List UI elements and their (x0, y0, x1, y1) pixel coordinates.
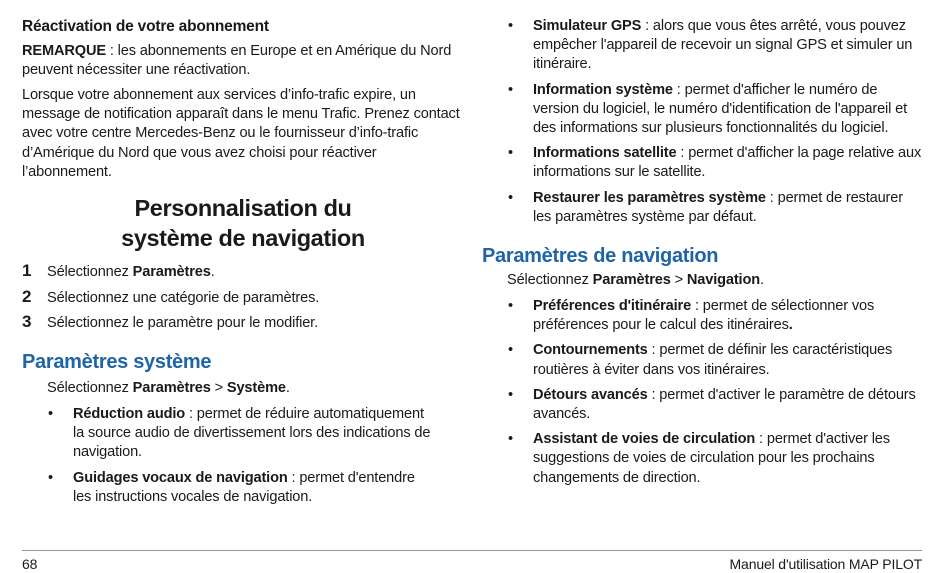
step-text: Sélectionnez le paramètre pour le modifier. (47, 315, 318, 331)
reactivation-paragraph: Lorsque votre abonnement aux services d’info-trafic expire, un message de notification apparaît dans le menu Trafic. Prenez contact avec votre centre Mercedes-Benz ou le fournisseur d’info-trafic d’Amérique du Nord que vous avez choisi pour réactiver l’abonnement. (22, 87, 460, 180)
item-term: Réduction audio (73, 406, 186, 422)
item-desc: : permet de sélectionner vos préférences pour le calcul des itinéraires (533, 298, 875, 334)
item-term: Guidages vocaux de navigation (73, 469, 288, 486)
item-term: Restaurer les paramètres système (533, 189, 766, 206)
step-text: Sélectionnez Paramètres. (47, 264, 215, 280)
reactivation-heading: Réactivation de votre abonnement (22, 18, 269, 35)
manual-title: Manuel d'utilisation MAP PILOT (729, 556, 922, 572)
item-desc: : alors que vous êtes arrêté, vous pouvez empêcher l'appareil de recevoir un signal GPS et simuler un itinéraire. (533, 18, 913, 73)
bullet-icon: • (508, 18, 513, 34)
list-item (507, 17, 922, 75)
page-title-line1: Personnalisation du (134, 195, 352, 221)
page-title (22, 193, 464, 253)
bullet-icon: • (508, 81, 513, 98)
item-term: Détours avancés (533, 386, 648, 403)
bullet-icon: • (508, 145, 513, 162)
bullet-icon: • (508, 386, 513, 403)
list-item (507, 386, 922, 424)
navigation-settings-heading: Paramètres de navigation (482, 245, 719, 267)
item-term: Informations satellite (533, 145, 677, 162)
bullet-icon: • (508, 431, 513, 448)
step-number: 3 (22, 312, 32, 331)
steps-list (22, 261, 464, 338)
step-number: 1 (22, 261, 32, 280)
item-desc: : permet d'activer les suggestions de voies de circulation pour les prochains changements de direction. (533, 431, 890, 486)
item-desc: : permet d'afficher le numéro de version du logiciel, le numéro d'identification de l'appareil et des informations sur plusieurs fonctionnalités du logiciel. (533, 81, 908, 137)
remark-text: : les abonnements en Europe et en Amérique du Nord peuvent nécessiter une réactivation. (22, 43, 452, 79)
navigation-settings-list (507, 297, 922, 488)
item-term: Information système (533, 81, 673, 98)
system-settings-list-continued (507, 17, 922, 227)
item-desc: : permet d'activer le paramètre de détours avancés. (533, 386, 916, 423)
system-select-instruction: Sélectionnez Paramètres > Système. (47, 380, 290, 396)
step-item (22, 261, 464, 287)
list-item: • Préférences d'itinéraire : permet de sélectionner vos préférences pour le calcul des itinéraires. (507, 297, 922, 335)
item-desc: : permet d'afficher la page relative aux informations sur le satellite. (533, 145, 922, 181)
page-title-line2: système de navigation (121, 225, 365, 251)
list-item (507, 81, 922, 139)
bullet-icon: • (508, 298, 513, 314)
list-item (507, 144, 922, 182)
step-item (22, 312, 464, 338)
list-item (507, 430, 922, 488)
item-desc: : permet de réduire automatiquement la source audio de divertissement lors des indications de navigation. (73, 406, 431, 461)
system-settings-list (47, 405, 432, 507)
step-text: Sélectionnez une catégorie de paramètres. (47, 289, 320, 306)
footer-divider (22, 550, 922, 551)
bullet-icon: • (48, 406, 53, 422)
item-desc: : permet d'entendre les instructions vocales de navigation. (73, 469, 415, 505)
navigation-select-instruction: Sélectionnez Paramètres > Navigation. (507, 272, 764, 288)
item-term: Préférences d'itinéraire (533, 298, 692, 314)
bullet-icon: • (508, 189, 513, 206)
page-number: 68 (22, 556, 38, 572)
list-item (507, 341, 922, 379)
item-term: Simulateur GPS (533, 18, 642, 34)
step-number: 2 (22, 286, 32, 306)
bullet-icon: • (508, 342, 513, 359)
bullet-icon: • (48, 469, 53, 486)
item-term: Assistant de voies de circulation (533, 431, 756, 448)
list-item (47, 405, 432, 463)
remark-paragraph (22, 42, 464, 80)
item-desc: : permet de restaurer les paramètres système par défaut. (533, 189, 903, 225)
remark-label: REMARQUE (22, 43, 106, 59)
list-item (507, 189, 922, 227)
list-item (47, 469, 432, 507)
system-settings-heading: Paramètres système (22, 351, 212, 373)
step-item (22, 287, 464, 313)
item-term: Contournements (533, 342, 648, 359)
item-desc: : permet de définir les caractéristiques routières à éviter dans vos itinéraires. (533, 342, 893, 378)
